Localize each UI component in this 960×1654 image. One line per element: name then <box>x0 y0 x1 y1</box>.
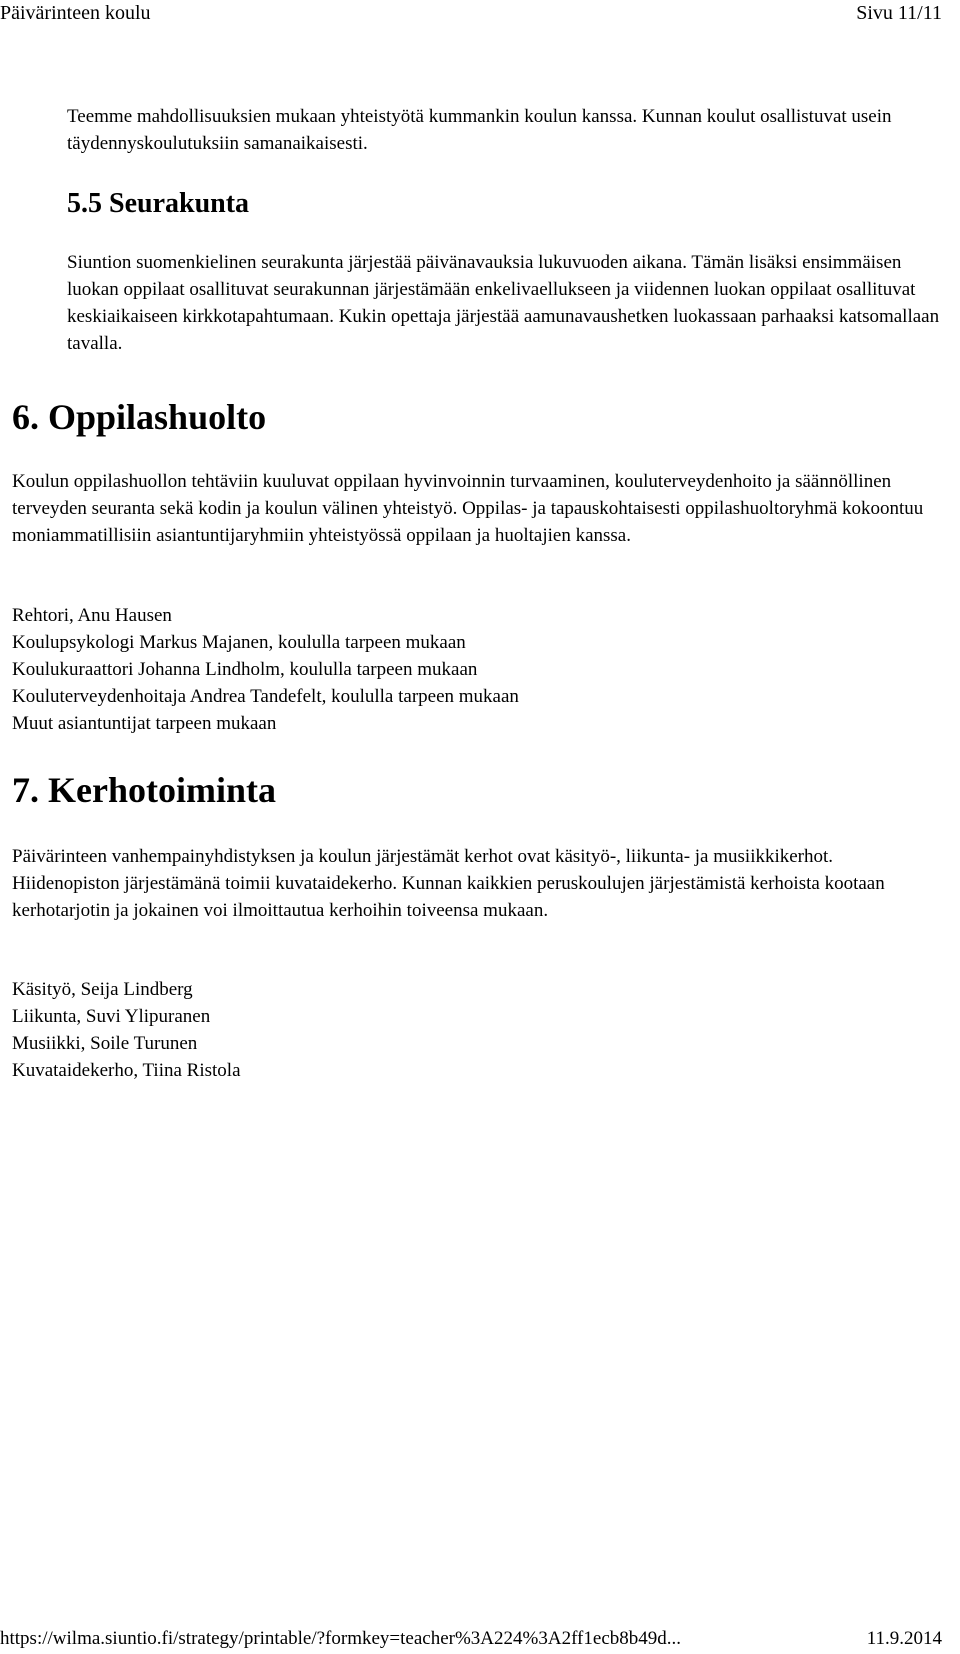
kerhotoiminta-block <box>12 843 942 924</box>
seurakunta-heading: 5.5 Seurakunta <box>67 188 250 219</box>
print-date: 11.9.2014 <box>866 1628 942 1649</box>
intro-paragraph: Teemme mahdollisuuksien mukaan yhteistyötä kummankin koulun kanssa. Kunnan koulut osallistuvat usein täydennyskoulutuksiin samanaikaisesti. <box>67 106 892 154</box>
list-item: Rehtori, Anu Hausen <box>12 605 172 626</box>
kerhotoiminta-clubs <box>12 976 942 1084</box>
list-item: Kouluterveydenhoitaja Andrea Tandefelt, koululla tarpeen mukaan <box>12 686 519 707</box>
seurakunta-paragraph: Siuntion suomenkielinen seurakunta järjestää päivänavauksia lukuvuoden aikana. Tämän lisäksi ensimmäisen luokan oppilaat osallituvat seurakunnan järjestämään enkelivaellukseen ja viidennen luokan oppilaat osallituvat keskiaikaiseen kirkkotapahtumaan. Kukin opettaja järjestää aamunavaushetken luokassaan parhaaksi katsomallaan tavalla. <box>67 252 940 354</box>
oppilashuolto-heading: 6. Oppilashuolto <box>12 397 267 437</box>
list-item: Koulukuraattori Johanna Lindholm, koululla tarpeen mukaan <box>12 659 478 680</box>
document-title: Päivärinteen koulu <box>0 2 151 24</box>
seurakunta-heading-block <box>12 187 249 221</box>
list-item: Liikunta, Suvi Ylipuranen <box>12 1006 211 1027</box>
seurakunta-block <box>12 249 947 357</box>
intro-block <box>12 103 947 157</box>
list-item: Musiikki, Soile Turunen <box>12 1033 198 1054</box>
kerhotoiminta-heading: 7. Kerhotoiminta <box>12 770 276 810</box>
oppilashuolto-members <box>12 602 942 737</box>
page-footer <box>0 1624 942 1654</box>
oppilashuolto-heading-block <box>12 396 266 438</box>
list-item: Muut asiantuntijat tarpeen mukaan <box>12 713 277 734</box>
list-item: Kuvataidekerho, Tiina Ristola <box>12 1060 241 1081</box>
source-url[interactable]: https://wilma.siuntio.fi/strategy/printable/?formkey=teacher%3A224%3A2ff1ecb8b49d... <box>0 1628 682 1649</box>
list-item: Koulupsykologi Markus Majanen, koululla tarpeen mukaan <box>12 632 466 653</box>
page-header <box>0 0 942 30</box>
oppilashuolto-block <box>12 468 942 549</box>
page-number: Sivu 11/11 <box>856 2 942 24</box>
list-item: Käsityö, Seija Lindberg <box>12 979 193 1000</box>
oppilashuolto-paragraph: Koulun oppilashuollon tehtäviin kuuluvat oppilaan hyvinvoinnin turvaaminen, kouluterveydenhoito ja säännöllinen terveyden seuranta sekä kodin ja koulun välinen yhteistyö. Oppilas- ja tapauskohtaisesti oppilashuoltoryhmä kokoontuu moniammatillisiin asiantuntijaryhmiin yhteistyössä oppilaan ja huoltajien kanssa. <box>12 471 924 546</box>
kerhotoiminta-heading-block <box>12 769 276 811</box>
kerhotoiminta-paragraph: Päivärinteen vanhempainyhdistyksen ja koulun järjestämät kerhot ovat käsityö-, liikunta- ja musiikkikerhot. Hiidenopiston järjestämänä toimii kuvataidekerho. Kunnan kaikkien peruskoulujen järjestämistä kerhoista kootaan kerhotarjotin ja jokainen voi ilmoittautua kerhoihin toiveensa mukaan. <box>12 846 885 921</box>
